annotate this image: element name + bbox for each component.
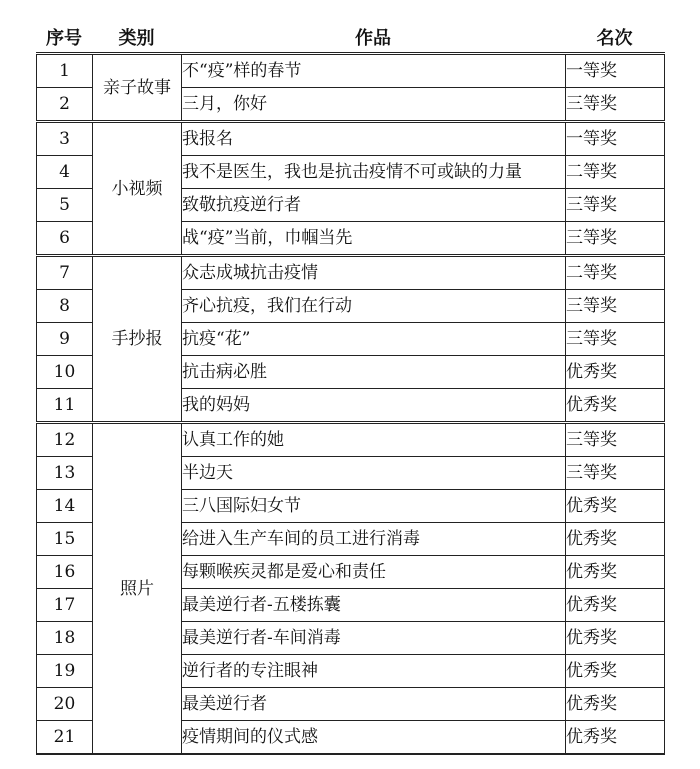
work-title-cell: 抗击病必胜 (182, 356, 566, 389)
table-row (37, 256, 665, 290)
index-cell: 2 (37, 88, 93, 122)
rank-cell: 优秀奖 (566, 490, 665, 523)
index-cell: 9 (37, 323, 93, 356)
work-title-cell: 抗疫“花” (182, 323, 566, 356)
work-title-cell: 我报名 (182, 122, 566, 156)
index-cell: 16 (37, 556, 93, 589)
index-cell: 17 (37, 589, 93, 622)
category-cell: 手抄报 (93, 256, 182, 423)
work-title-cell: 每颗喉疾灵都是爱心和责任 (182, 556, 566, 589)
work-title-cell: 众志成城抗击疫情 (182, 256, 566, 290)
work-title-cell: 战“疫”当前，巾帼当先 (182, 222, 566, 256)
table-header (36, 25, 664, 52)
rank-cell: 三等奖 (566, 189, 665, 222)
work-title-cell: 最美逆行者 (182, 688, 566, 721)
rank-cell: 优秀奖 (566, 589, 665, 622)
table-row (37, 54, 665, 88)
category-cell: 亲子故事 (93, 54, 182, 122)
rank-cell: 优秀奖 (566, 622, 665, 655)
rank-cell: 三等奖 (566, 222, 665, 256)
category-cell: 小视频 (93, 122, 182, 256)
rank-cell: 三等奖 (566, 323, 665, 356)
index-cell: 3 (37, 122, 93, 156)
index-cell: 15 (37, 523, 93, 556)
table-row (37, 423, 665, 457)
index-cell: 6 (37, 222, 93, 256)
index-cell: 18 (37, 622, 93, 655)
rank-cell: 优秀奖 (566, 721, 665, 755)
category-cell: 照片 (93, 423, 182, 755)
rank-cell: 优秀奖 (566, 556, 665, 589)
work-title-cell: 齐心抗疫，我们在行动 (182, 290, 566, 323)
rank-cell: 二等奖 (566, 156, 665, 189)
work-title-cell: 疫情期间的仪式感 (182, 721, 566, 755)
work-title-cell: 最美逆行者-五楼拣囊 (182, 589, 566, 622)
rank-cell: 优秀奖 (566, 688, 665, 721)
work-title-cell: 最美逆行者-车间消毒 (182, 622, 566, 655)
work-title-cell: 认真工作的她 (182, 423, 566, 457)
work-title-cell: 不“疫”样的春节 (182, 54, 566, 88)
work-title-cell: 我的妈妈 (182, 389, 566, 423)
index-cell: 7 (37, 256, 93, 290)
rank-cell: 优秀奖 (566, 356, 665, 389)
index-cell: 1 (37, 54, 93, 88)
header-category: 类别 (118, 28, 155, 49)
work-title-cell: 我不是医生，我也是抗击疫情不可或缺的力量 (182, 156, 566, 189)
work-title-cell: 半边天 (182, 457, 566, 490)
index-cell: 19 (37, 655, 93, 688)
work-title-cell: 给进入生产车间的员工进行消毒 (182, 523, 566, 556)
index-cell: 13 (37, 457, 93, 490)
index-cell: 8 (37, 290, 93, 323)
rank-cell: 二等奖 (566, 256, 665, 290)
work-title-cell: 逆行者的专注眼神 (182, 655, 566, 688)
index-cell: 4 (37, 156, 93, 189)
awards-table-body (37, 54, 665, 755)
index-cell: 14 (37, 490, 93, 523)
rank-cell: 三等奖 (566, 88, 665, 122)
rank-cell: 三等奖 (566, 290, 665, 323)
table-row (37, 122, 665, 156)
header-index: 序号 (46, 28, 82, 49)
header-work: 作品 (355, 28, 391, 49)
rank-cell: 三等奖 (566, 457, 665, 490)
work-title-cell: 三月，你好 (182, 88, 566, 122)
rank-cell: 优秀奖 (566, 655, 665, 688)
index-cell: 12 (37, 423, 93, 457)
work-title-cell: 致敬抗疫逆行者 (182, 189, 566, 222)
header-rank: 名次 (596, 28, 633, 49)
index-cell: 21 (37, 721, 93, 755)
index-cell: 20 (37, 688, 93, 721)
work-title-cell: 三八国际妇女节 (182, 490, 566, 523)
awards-table (36, 52, 665, 755)
index-cell: 10 (37, 356, 93, 389)
index-cell: 5 (37, 189, 93, 222)
rank-cell: 一等奖 (566, 122, 665, 156)
rank-cell: 一等奖 (566, 54, 665, 88)
rank-cell: 优秀奖 (566, 389, 665, 423)
rank-cell: 优秀奖 (566, 523, 665, 556)
rank-cell: 三等奖 (566, 423, 665, 457)
index-cell: 11 (37, 389, 93, 423)
